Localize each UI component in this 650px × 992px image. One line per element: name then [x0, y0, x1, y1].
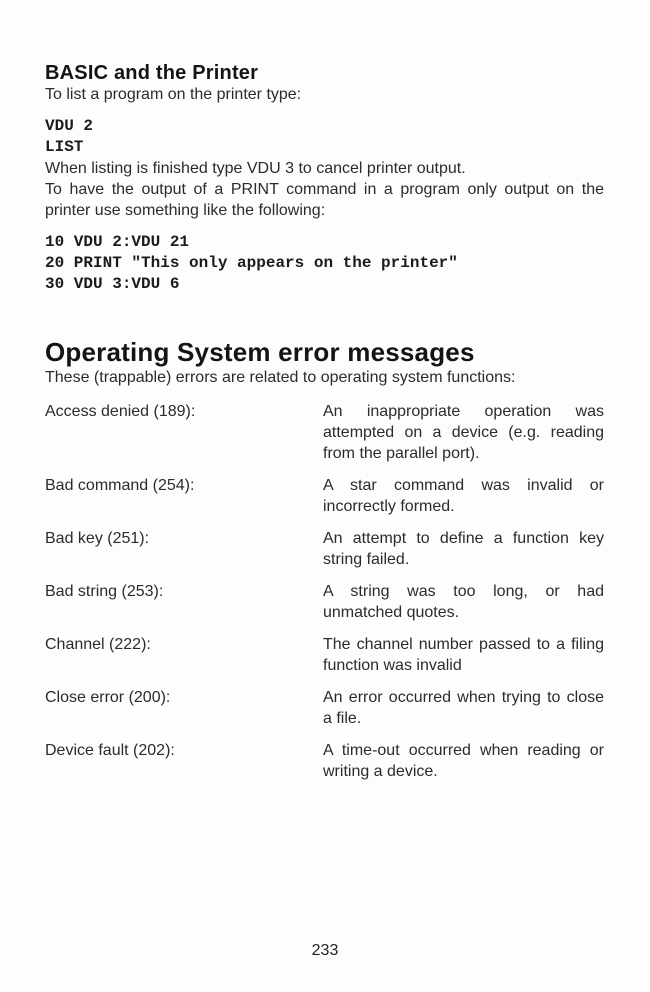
code-line: LIST: [45, 138, 84, 156]
error-description: An inappropriate operation was attempted on a device (e.g. reading from the parallel port).: [323, 403, 604, 462]
error-term: Channel (222):: [45, 636, 151, 653]
paragraph-list-program: To list a program on the printer type:: [45, 86, 302, 103]
error-term: Close error (200):: [45, 689, 171, 706]
table-row: [45, 634, 604, 676]
paragraph-errors-intro: These (trappable) errors are related to operating system functions:: [45, 369, 516, 386]
code-block-program: [45, 232, 604, 295]
error-description: A time-out occurred when reading or writing a device.: [323, 742, 604, 780]
error-table: [45, 401, 604, 782]
page-number: 233: [311, 942, 339, 959]
section-heading-basic-printer: BASIC and the Printer: [45, 62, 259, 84]
table-row: [45, 581, 604, 623]
error-term: Access denied (189):: [45, 403, 196, 420]
code-line: 20 PRINT "This only appears on the printer": [45, 254, 458, 272]
paragraph-listing-finished: When listing is finished type VDU 3 to cancel printer output.: [45, 160, 466, 177]
table-row: [45, 475, 604, 517]
table-row: [45, 528, 604, 570]
error-term: Bad string (253):: [45, 583, 164, 600]
error-term: Device fault (202):: [45, 742, 175, 759]
error-term: Bad key (251):: [45, 530, 150, 547]
error-description: A string was too long, or had unmatched quotes.: [323, 583, 604, 621]
code-line: 30 VDU 3:VDU 6: [45, 275, 180, 293]
paragraph-print-output: To have the output of a PRINT command in a program only output on the printer use something like the following:: [45, 181, 604, 219]
error-description: An error occurred when trying to close a file.: [323, 689, 604, 727]
error-description: An attempt to define a function key string failed.: [323, 530, 604, 568]
error-term: Bad command (254):: [45, 477, 195, 494]
error-description: A star command was invalid or incorrectly formed.: [323, 477, 604, 515]
error-description: The channel number passed to a filing function was invalid: [323, 636, 604, 674]
table-row: [45, 401, 604, 464]
code-line: VDU 2: [45, 117, 94, 135]
code-line: 10 VDU 2:VDU 21: [45, 233, 190, 251]
code-block-vdu-list: [45, 116, 604, 158]
section-heading-os-errors: Operating System error messages: [45, 337, 475, 367]
table-row: [45, 687, 604, 729]
table-row: [45, 740, 604, 782]
